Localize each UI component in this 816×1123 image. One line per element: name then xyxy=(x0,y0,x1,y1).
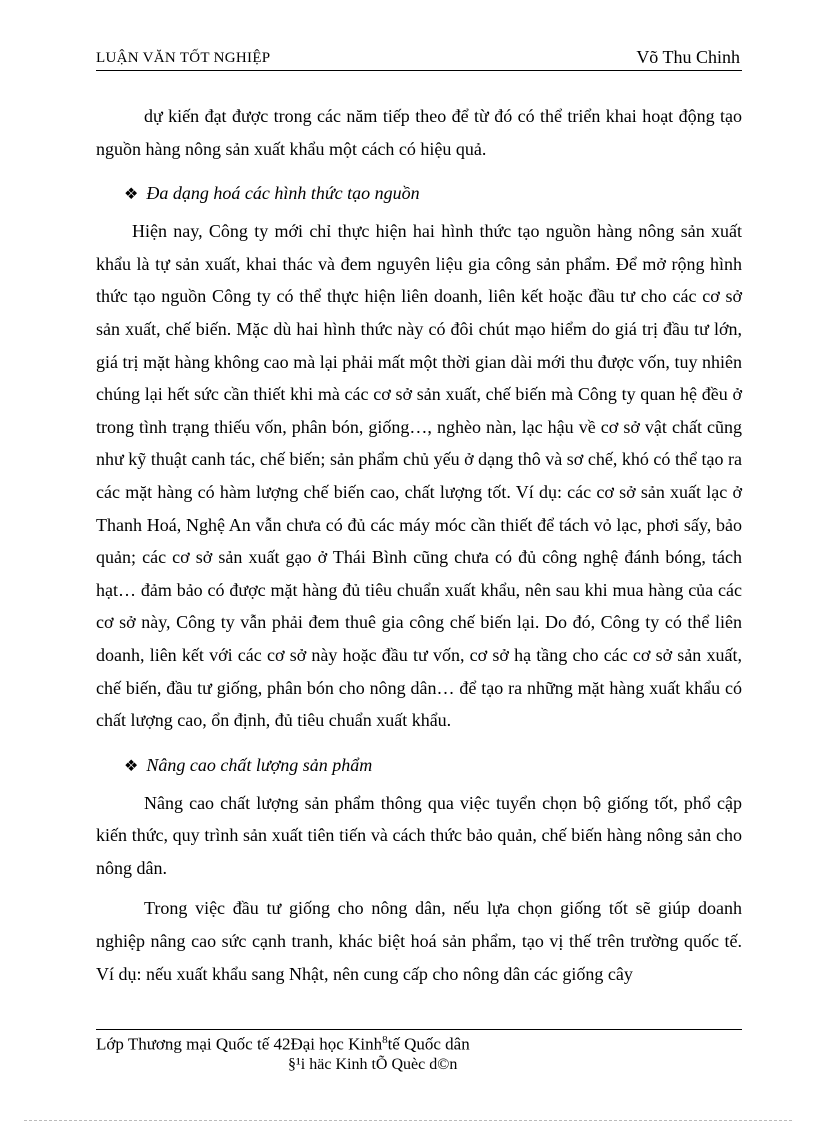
diamond-bullet-icon: ❖ xyxy=(124,757,139,775)
diamond-bullet-icon: ❖ xyxy=(124,186,139,204)
author-name: Võ Thu Chinh xyxy=(636,47,740,67)
section-heading-diversify xyxy=(124,177,742,211)
heading-text: Nâng cao chất lượng sản phẩm xyxy=(146,754,373,775)
footer-university-line: §¹i häc Kinh tÕ Quèc d©n xyxy=(288,1056,458,1073)
heading-text: Đa dạng hoá các hình thức tạo nguồn xyxy=(146,183,420,204)
footer-superscript: 8 xyxy=(382,1034,388,1046)
footer-class-text: Lớp Thương mại Quốc tế 42Đại học Kinh xyxy=(96,1034,383,1054)
footer-divider xyxy=(96,1029,742,1030)
footer-class-line xyxy=(96,1034,470,1055)
paragraph-seeds: Trong việc đầu tư giống cho nông dân, nếu lựa chọn giống tốt sẽ giúp doanh nghiệp nâng cao sức cạnh tranh, khác biệt hoá sản phẩm, tạo vị thế trên trường quốc tế. Ví dụ: nếu xuất khẩu sang Nhật, nên cung cấp cho nông dân các giống cây xyxy=(96,898,742,984)
page-edge-divider xyxy=(24,1120,792,1121)
paragraph-diversify: Hiện nay, Công ty mới chỉ thực hiện hai hình thức tạo nguồn hàng nông sản xuất khẩu là tự sản xuất, khai thác và đem nguyên liệu gia công sản phẩm. Để mở rộng hình thức tạo nguồn Công ty có thể thực hiện liên doanh, liên kết hoặc đầu tư cho các cơ sở sản xuất, chế biến. Mặc dù hai hình thức này có đôi chút mạo hiểm do giá trị đầu tư lớn, giá trị mặt hàng không cao mà lại phải mất một thời gian dài mới thu được vốn, tuy nhiên chúng lại hết sức cần thiết khi mà các cơ sở sản xuất, chế biến mà Công ty quan hệ đều ở trong tình trạng thiếu vốn, phân bón, giống…, nghèo nàn, lạc hậu về cơ sở vật chất cũng như kỹ thuật canh tác, chế biến; sản phẩm chủ yếu ở dạng thô và sơ chế, khó có thể tạo ra các mặt hàng có hàm lượng chế biến cao, chất lượng tốt. Ví dụ: các cơ sở sản xuất lạc ở Thanh Hoá, Nghệ An vẫn chưa có đủ các máy móc cần thiết để tách vỏ lạc, phơi sấy, bảo quản; các cơ sở sản xuất gạo ở Thái Bình cũng chưa có đủ công nghệ đánh bóng, tách hạt… đảm bảo có được mặt hàng đủ tiêu chuẩn xuất khẩu, nên sau khi mua hàng của các cơ sở này, Công ty vẫn phải đem thuê gia công chế biến lại. Do đó, Công ty có thể liên doanh, liên kết với các cơ sở này hoặc đầu tư vốn, cơ sở hạ tầng cho các cơ sở sản xuất, chế biến, đầu tư giống, phân bón cho nông dân… để tạo ra những mặt hàng xuất khẩu có chất lượng cao, ổn định, đủ tiêu chuẩn xuất khẩu. xyxy=(96,221,742,731)
paragraph-intro: dự kiến đạt được trong các năm tiếp theo để từ đó có thể triển khai hoạt động tạo nguồn hàng nông sản xuất khẩu một cách có hiệu quả. xyxy=(96,106,742,159)
section-heading-quality xyxy=(124,749,742,783)
paragraph-quality: Nâng cao chất lượng sản phẩm thông qua việc tuyển chọn bộ giống tốt, phổ cập kiến thức, quy trình sản xuất tiên tiến và cách thức bảo quản, chế biến hàng nông sản cho nông dân. xyxy=(96,792,742,878)
page-header xyxy=(96,46,742,71)
page-body xyxy=(96,100,742,990)
thesis-label: LUẬN VĂN TỐT NGHIỆP xyxy=(96,50,271,66)
footer-class-text-end: tế Quốc dân xyxy=(387,1034,470,1054)
